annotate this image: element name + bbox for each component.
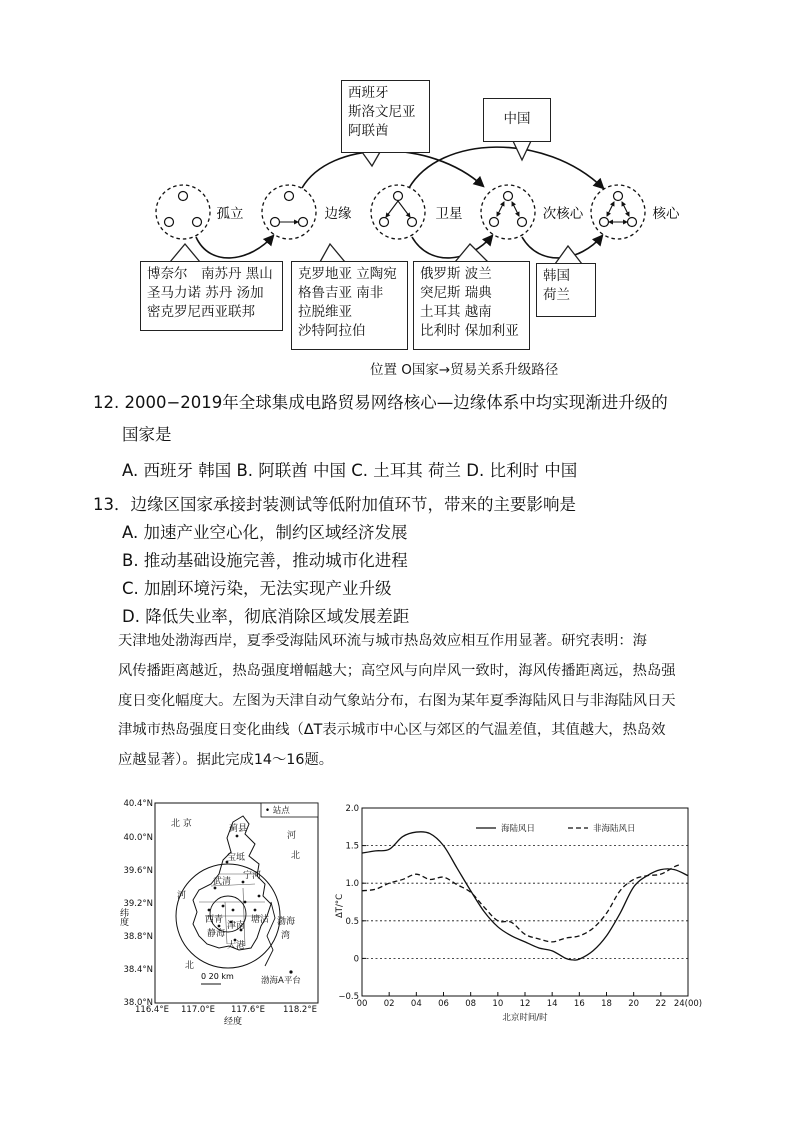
lon-tick: 117.0°E (181, 1005, 215, 1015)
callout-core-countries: 韩国 荷兰 (536, 263, 596, 317)
arrow-isolated-to-edge (196, 236, 273, 258)
arrow-satellite-to-core (409, 147, 603, 188)
q13-option-b: B. 推动基础设施完善，推动城市化进程 (122, 551, 408, 570)
q12-stem-line1: 12. 2000−2019年全球集成电路贸易网络核心—边缘体系中均实现渐进升级的 (93, 393, 668, 412)
map-ylabel: 纬度 (118, 908, 128, 926)
callout-isolated-countries: 博奈尔 南苏丹 黑山 圣马力诺 苏丹 汤加 密克罗尼西亚联邦 (140, 261, 283, 331)
q13-stem: 13．边缘区国家承接封装测试等低附加值环节，带来的主要影响是 (93, 495, 576, 514)
x-axis-label: 北京时间/时 (502, 1013, 548, 1023)
x-tick-label: 12 (519, 999, 531, 1009)
series-line-non-sea-land-breeze-day (362, 864, 681, 941)
x-tick-label: 04 (410, 999, 422, 1009)
callout-spain-group: 西班牙 斯洛文尼亚 阿联酋 (341, 80, 430, 153)
map-xlabel: 经度 (223, 1017, 243, 1027)
q13-option-a: A. 加速产业空心化，制约区域经济发展 (122, 523, 408, 542)
map-label-platform: 渤海A平台 (261, 976, 301, 986)
y-tick-label: 0 (353, 954, 359, 965)
diagram-caption: 位置 O国家→贸易关系升级路径 (370, 362, 559, 378)
map-label-xiqing: 西青 (205, 915, 224, 925)
x-tick-label: 06 (438, 999, 449, 1009)
stage-isolated-circle (156, 185, 210, 239)
stage-core-circle (591, 185, 645, 239)
legend-label: 非海陆风日 (593, 824, 636, 834)
map-label-tanggu: 塘沽 (251, 915, 270, 925)
map-label-jixian: 蓟县 (229, 824, 248, 834)
map-label-dagang: 大港 (227, 941, 246, 951)
y-tick-label: 0.5 (345, 916, 359, 927)
map-label-ninghe: 宁河 (243, 871, 262, 881)
x-tick-label: 22 (655, 999, 667, 1009)
x-tick-label: 08 (465, 999, 477, 1009)
series-line-sea-land-breeze-day (362, 832, 688, 960)
stage-satellite-circle (371, 185, 425, 239)
x-tick-label: 02 (383, 999, 395, 1009)
stage-subcore-circle (481, 185, 535, 239)
map-label-bohai-wan: 湾 (281, 931, 291, 941)
q13-option-d: D. 降低失业率，彻底消除区域发展差距 (122, 607, 410, 626)
stage-label-edge: 边缘 (324, 206, 352, 222)
callout-satellite-countries: 俄罗斯 波兰 突尼斯 瑞典 土耳其 越南 比利时 保加利亚 (413, 261, 530, 350)
lat-tick: 39.6°N (123, 866, 153, 876)
lat-tick: 38.8°N (123, 932, 153, 942)
heat-island-chart (330, 798, 710, 1030)
x-tick-label: 18 (601, 999, 612, 1009)
tianjin-station-map (115, 798, 330, 1030)
stage-label-core: 核心 (652, 206, 680, 222)
map-scale: 0 20 km (201, 972, 234, 981)
map-legend: • 站点 (265, 806, 290, 816)
x-tick-label: 16 (573, 999, 585, 1009)
map-label-beijing: 北 京 (171, 819, 192, 829)
y-tick-label: 2.0 (345, 804, 359, 814)
q12-options: A. 西班牙 韩国 B. 阿联酋 中国 C. 土耳其 荷兰 D. 比利时 中国 (122, 461, 578, 480)
x-tick-label: 00 (356, 999, 368, 1009)
x-tick-label: 20 (628, 999, 640, 1009)
map-label-jinghai: 静海 (207, 929, 226, 939)
map-lat-ticks (123, 799, 153, 1008)
map-label-he-top: 河 (287, 831, 297, 841)
stage-label-isolated: 孤立 (216, 206, 244, 222)
lat-tick: 40.0°N (123, 833, 153, 843)
map-label-jinnan: 津南 (227, 921, 246, 931)
callout-edge-countries: 克罗地亚 立陶宛 格鲁吉亚 南非 拉脱维亚 沙特阿拉伯 (291, 261, 408, 350)
chart-frame (362, 808, 688, 996)
x-tick-label: 10 (492, 999, 504, 1009)
map-label-bei-right: 北 (291, 851, 301, 861)
q13-option-c: C. 加剧环境污染，无法实现产业升级 (122, 579, 392, 598)
y-tick-label: 1.5 (345, 841, 359, 852)
lon-tick: 117.6°E (231, 1005, 265, 1015)
lat-tick: 40.4°N (123, 799, 153, 809)
map-lon-ticks (135, 1005, 317, 1015)
lat-tick: 39.2°N (123, 899, 153, 909)
x-tick-label: 14 (546, 999, 558, 1009)
stage-label-satellite: 卫星 (435, 206, 463, 222)
callout-china: 中国 (483, 98, 551, 142)
q12-stem-line2: 国家是 (122, 425, 172, 444)
map-label-he-left: 河 (177, 891, 187, 901)
y-axis-label: ΔT/°C (335, 893, 345, 919)
map-label-wuqing: 武清 (213, 877, 232, 887)
y-tick-label: −0.5 (338, 992, 359, 1002)
x-tick-label: 24(00) (673, 999, 703, 1009)
lon-tick: 116.4°E (135, 1005, 169, 1015)
map-label-baodi: 宝坻 (227, 853, 246, 863)
passage: 天津地处渤海西岸，夏季受海陆风环流与城市热岛效应相互作用显著。研究表明：海 风传播距离越近，热岛强度增幅越大；高空风与向岸风一致时，海风传播距离远，热岛强 度日变化幅度大。左图为天津自动气象站分布，右图为某年夏季海陆风日与非海陆风日天 津城市热岛强度日变化曲线（ΔT表示城市中心区与郊区的气温差值，其值越大，热岛效 应越显著）。据此完成14～16题。 (118, 633, 676, 769)
stage-label-subcore: 次核心 (542, 206, 584, 222)
lon-tick: 118.2°E (283, 1005, 317, 1015)
map-label-bei-bottom: 北 (185, 961, 195, 971)
stage-edge-circle (262, 185, 316, 239)
lat-tick: 38.4°N (123, 965, 153, 975)
y-tick-label: 1.0 (345, 879, 359, 890)
legend-label: 海陆风日 (501, 824, 536, 834)
map-label-bohai: 渤海 (277, 917, 296, 927)
lat-tick: 38.0°N (123, 998, 153, 1008)
